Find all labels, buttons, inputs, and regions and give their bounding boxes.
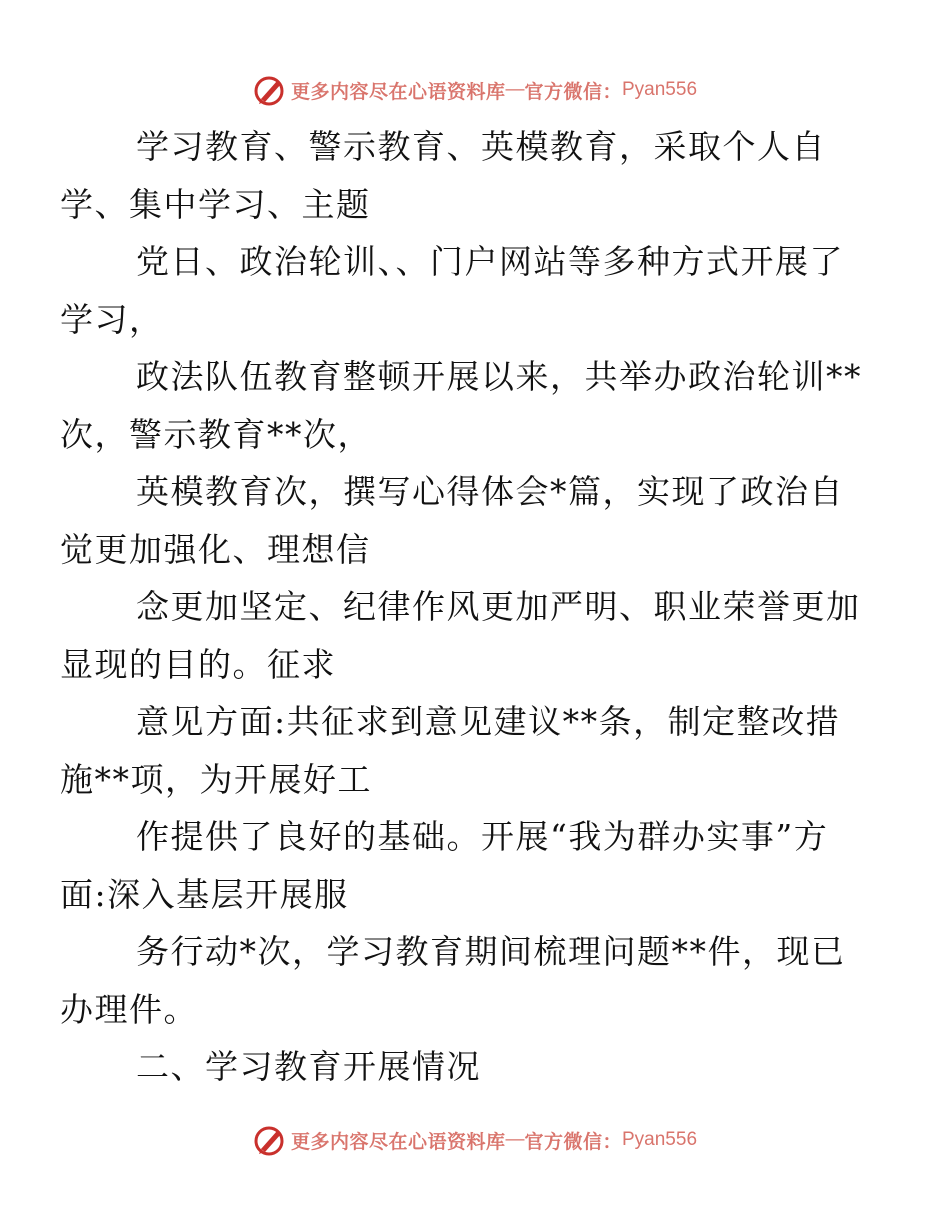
paragraph — [60, 463, 858, 578]
paragraph — [60, 348, 862, 463]
paragraph-line: 党日、政治轮训、、门户网站等多种方式开展了 — [136, 242, 844, 281]
paragraph-line: 面:深入基层开展服 — [60, 874, 349, 914]
watermark-separator: — — [505, 79, 525, 100]
footer-watermark — [0, 1120, 950, 1160]
paragraph — [60, 118, 858, 233]
watermark-separator: — — [505, 1129, 525, 1150]
section-heading-text: 二、学习教育开展情况 — [136, 1047, 481, 1086]
paragraph-line: 学、集中学习、主题 — [60, 184, 371, 224]
paragraph-line: 学习教育、警示教育、英模教育，采取个人自 — [136, 127, 826, 166]
header-watermark — [0, 70, 950, 110]
paragraph-line: 作提供了良好的基础。开展“我为群办实事”方 — [136, 817, 829, 856]
paragraph-line: 觉更加强化、理想信 — [60, 529, 371, 569]
paragraph-line: 政法队伍教育整顿开展以来，共举办政治轮训** — [136, 357, 862, 396]
watermark-account-label: 官方微信： — [524, 1131, 622, 1153]
paragraph-line: 办理件。 — [60, 989, 198, 1029]
paragraph-line: 英模教育次，撰写心得体会*篇，实现了政治自 — [136, 472, 844, 511]
paragraph — [60, 233, 858, 348]
watermark-account-id: Pyan556 — [622, 1129, 698, 1150]
paragraph-line: 显现的目的。征求 — [60, 644, 336, 684]
paragraph-line: 念更加坚定、纪律作风更加严明、职业荣誉更加 — [136, 587, 861, 626]
paragraph — [60, 693, 858, 808]
document-body — [60, 118, 862, 1096]
section-heading — [98, 1038, 858, 1096]
pen-logo-icon — [253, 73, 287, 107]
paragraph-line: 务行动*次，学习教育期间梳理问题**件，现已 — [136, 932, 846, 971]
watermark-text: 更多内容尽在心语资料库 — [290, 81, 506, 103]
paragraph-line: 施**项，为开展好工 — [60, 759, 372, 799]
paragraph-line: 学习， — [60, 299, 164, 339]
watermark-account-label: 官方微信： — [524, 81, 622, 103]
watermark-account-id: Pyan556 — [622, 79, 698, 100]
pen-logo-icon — [253, 1123, 287, 1157]
watermark-text: 更多内容尽在心语资料库 — [290, 1131, 506, 1153]
paragraph-line: 次，警示教育**次， — [60, 414, 372, 454]
paragraph — [60, 578, 861, 693]
paragraph — [60, 923, 858, 1038]
paragraph — [60, 808, 858, 923]
paragraph-line: 意见方面:共征求到意见建议**条，制定整改措 — [136, 702, 841, 741]
